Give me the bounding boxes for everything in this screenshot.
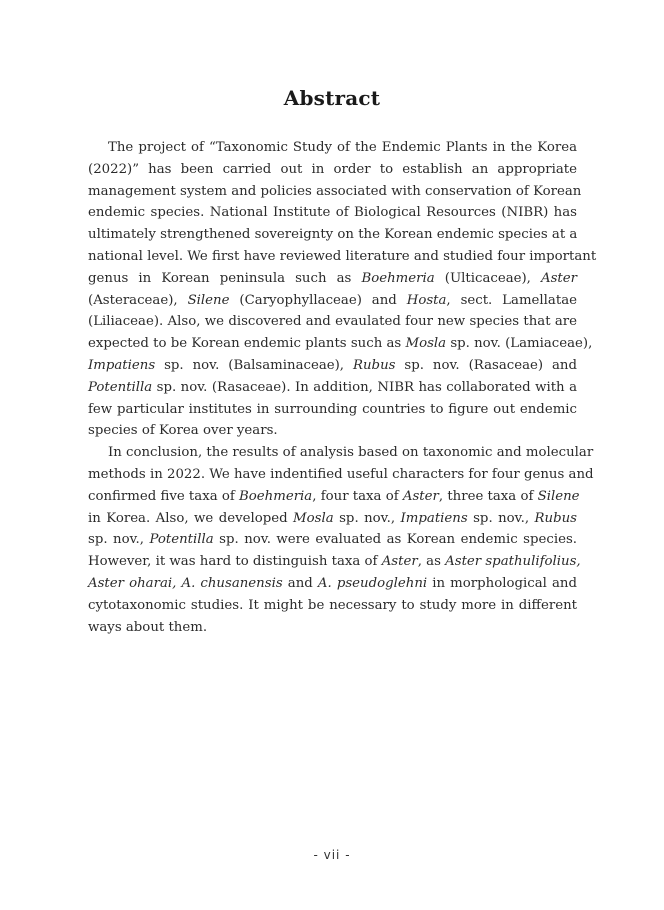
species-name: Aster oharai, A. chusanensis xyxy=(88,575,283,591)
text-segment: (2022)” has been carried out in order to establish an appropriate xyxy=(88,161,577,177)
text-line xyxy=(88,355,577,377)
species-name: Impatiens xyxy=(400,510,468,526)
text-line xyxy=(88,464,594,486)
text-segment: (Asteraceae), xyxy=(88,292,188,308)
text-line xyxy=(88,529,577,551)
text-segment: management system and policies associated with conservation of Korean xyxy=(88,183,582,199)
text-segment: , sect. Lamellatae xyxy=(446,292,577,308)
text-segment: confirmed five taxa of xyxy=(88,488,240,504)
species-name: Potentilla xyxy=(149,532,214,548)
text-segment: sp. nov. (Lamiaceae), xyxy=(446,336,593,352)
text-segment: (Liliaceae). Also, we discovered and evaulated four new species that are xyxy=(88,314,577,330)
species-name: Hosta xyxy=(406,292,447,308)
text-line xyxy=(88,377,577,399)
text-segment: ways about them. xyxy=(88,619,208,635)
page-title: Abstract xyxy=(283,86,381,110)
text-line xyxy=(88,224,577,246)
text-segment: ultimately strengthened sovereignty on the Korean endemic species at a xyxy=(88,227,578,243)
text-line xyxy=(88,246,597,268)
text-line xyxy=(88,573,577,595)
text-segment: , as xyxy=(417,554,446,570)
text-segment: , three taxa of xyxy=(438,488,538,504)
abstract-body xyxy=(88,137,597,638)
species-name: Boehmeria xyxy=(239,488,313,504)
text-segment: in Korea. Also, we developed xyxy=(88,510,294,526)
text-segment: genus in Korean peninsula such as xyxy=(88,270,362,286)
text-segment: sp. nov., xyxy=(88,532,150,548)
text-segment: few particular institutes in surrounding countries to figure out endemic xyxy=(88,401,577,417)
species-name: Rubus xyxy=(352,357,396,373)
text-line xyxy=(88,551,581,573)
species-name: Potentilla xyxy=(88,379,153,395)
text-segment: sp. nov., xyxy=(333,510,401,526)
species-name: Aster xyxy=(540,270,577,286)
paragraph-1 xyxy=(88,137,597,442)
species-name: A. pseudoglehni xyxy=(317,575,428,591)
text-line xyxy=(88,137,577,159)
text-line xyxy=(88,617,577,639)
text-line xyxy=(88,268,577,290)
text-segment: sp. nov. were evaluated as Korean endemic species. xyxy=(213,532,577,548)
text-line xyxy=(88,595,577,617)
species-name: Mosla xyxy=(405,336,447,352)
text-line xyxy=(88,290,577,312)
text-segment: (Caryophyllaceae) and xyxy=(229,292,407,308)
text-segment: endemic species. National Institute of Biological Resources (NIBR) has xyxy=(88,205,577,221)
text-segment: sp. nov. (Rasaceae) and xyxy=(395,357,578,373)
species-name: Boehmeria xyxy=(361,270,435,286)
text-line xyxy=(88,486,580,508)
text-segment: cytotaxonomic studies. It might be necessary to study more in different xyxy=(88,597,577,613)
species-name: Rubus xyxy=(534,510,577,526)
text-line xyxy=(88,181,582,203)
text-line xyxy=(88,442,594,464)
text-line xyxy=(88,311,577,333)
text-segment: in morphological and xyxy=(427,575,577,591)
paragraph-2 xyxy=(88,442,594,638)
text-segment: The project of “Taxonomic Study of the Endemic Plants in the Korea xyxy=(108,140,577,155)
text-segment: sp. nov. (Rasaceae). In addition, NIBR has collaborated with a xyxy=(152,379,577,395)
text-segment: sp. nov., xyxy=(467,510,535,526)
text-segment: national level. We first have reviewed literature and studied four important xyxy=(88,248,597,264)
text-segment: In conclusion, the results of analysis based on taxonomic and molecular xyxy=(108,445,594,461)
text-line xyxy=(88,420,577,442)
text-segment: species of Korea over years. xyxy=(88,423,278,439)
species-name: Silene xyxy=(187,292,230,308)
text-segment: (Ulticaceae), xyxy=(434,270,541,286)
species-name: Aster xyxy=(381,554,418,570)
text-segment: , four taxa of xyxy=(312,488,403,504)
text-line xyxy=(88,333,593,355)
species-name: Aster spathulifolius, xyxy=(445,554,581,570)
text-segment: sp. nov. (Balsaminaceae), xyxy=(155,357,353,373)
text-segment: and xyxy=(282,575,318,591)
species-name: Silene xyxy=(537,488,580,504)
species-name: Impatiens xyxy=(88,357,156,373)
text-line xyxy=(88,399,577,421)
text-segment: expected to be Korean endemic plants such as xyxy=(88,336,406,352)
text-line xyxy=(88,159,577,181)
text-segment: methods in 2022. We have indentified useful characters for four genus and xyxy=(88,466,594,482)
species-name: Mosla xyxy=(293,510,334,526)
page-number: - vii - xyxy=(313,848,351,862)
text-line xyxy=(88,202,577,224)
species-name: Aster xyxy=(402,488,439,504)
text-segment: However, it was hard to distinguish taxa of xyxy=(88,554,382,570)
text-line xyxy=(88,508,577,530)
